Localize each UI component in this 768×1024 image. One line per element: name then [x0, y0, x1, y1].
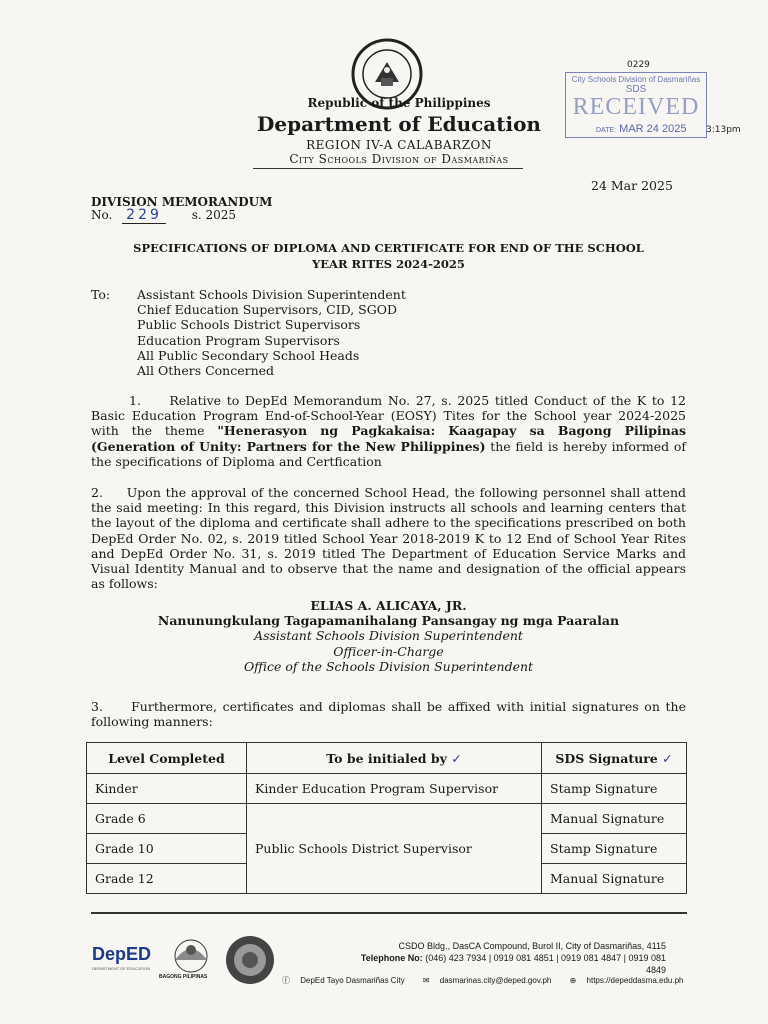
memo-no-label: No. — [91, 208, 113, 222]
signature-table — [86, 742, 687, 894]
table-row — [87, 804, 687, 834]
signature-cell: Stamp Signature — [542, 774, 687, 804]
deped-logo-subtitle: DEPARTMENT OF EDUCATION — [92, 966, 151, 971]
website-link[interactable] — [570, 976, 692, 985]
paragraph-1 — [91, 393, 686, 469]
signature-cell: Stamp Signature — [542, 834, 687, 864]
to-label: To: — [91, 287, 111, 302]
subject-line-2: YEAR RITES 2024-2025 — [312, 257, 465, 271]
memo-series: s. 2025 — [191, 208, 237, 222]
level-cell: Grade 12 — [87, 864, 247, 894]
p1-text-a: 1. Relative to DepEd Memorandum No. 27, s. 2025 titled Conduct of the K to 12 Basic Education Program End-of-School-Year (EOSY) Tites for the School year 2024-2025 with the theme — [91, 393, 686, 439]
paragraph-3: 3. Furthermore, certificates and diplomas shall be affixed with initial signatures on the following manners: — [91, 699, 686, 730]
signatory-filipino-title: Nanunungkulang Tagapamanihalang Pansangay ng mga Paaralan — [157, 613, 620, 629]
column-header — [542, 743, 687, 774]
facebook-icon: ⓕ — [282, 976, 290, 985]
stamp-date-row — [596, 123, 686, 135]
phone-numbers: (046) 423 7934 | 0919 081 4851 | 0919 081 4847 | 0919 081 4849 — [425, 953, 666, 975]
phone-label: Telephone No: — [360, 953, 423, 963]
initialed-by-cell: Public Schools District Supervisor — [247, 804, 542, 894]
recipient: Public Schools District Supervisors — [137, 317, 361, 333]
stamp-office: City Schools Division of Dasmariñas — [571, 75, 701, 84]
signatory-block — [91, 598, 686, 674]
checkmark-icon: ✓ — [451, 750, 462, 766]
column-header: Level Completed — [87, 743, 247, 774]
signature-cell: Manual Signature — [542, 864, 687, 894]
recipient-list — [137, 287, 406, 378]
stamp-date: MAR 24 2025 — [619, 123, 687, 135]
checkmark-icon: ✓ — [662, 750, 673, 766]
memo-number: 229 — [122, 207, 166, 224]
bagong-pilipinas-label: BAGONG PILIPINAS — [159, 974, 208, 980]
signature-cell: Manual Signature — [542, 804, 687, 834]
division-seal-icon — [225, 935, 275, 985]
website-label: https://depeddasma.edu.ph — [586, 976, 684, 985]
table-row — [87, 774, 687, 804]
paragraph-2: 2. Upon the approval of the concerned School Head, the following personnel shall attend the said meeting: In this regard, this Division instructs all schools and learning centers that the layout of the diploma and certificate shall adhere to the specifications prescribed on both DepEd Order No. 02, s. 2019 titled School Year 2018-2019 K to 12 End of School Year Rites and DepEd Order No. 31, s. 2019 titled The Department of Education Service Marks and Visual Identity Manual and to observe that the name and designation of the official appears as follows: — [91, 485, 686, 592]
footer-divider — [91, 912, 687, 914]
facebook-link[interactable] — [282, 976, 413, 985]
memo-subject — [91, 240, 686, 272]
stamp-date-label: DATE: — [596, 127, 617, 134]
footer-contact — [360, 940, 666, 976]
memo-heading: DIVISION MEMORANDUM — [91, 195, 273, 209]
subject-line-1: SPECIFICATIONS OF DIPLOMA AND CERTIFICATE FOR END OF THE SCHOOL — [133, 241, 644, 255]
signatory-office: Office of the Schools Division Superintendent — [243, 658, 534, 674]
department-heading: Department of Education — [257, 112, 541, 136]
level-cell: Grade 10 — [87, 834, 247, 864]
received-time: 3:13pm — [706, 125, 741, 135]
globe-icon: ⊕ — [569, 976, 577, 985]
division-heading: City Schools Division of Dasmariñas — [289, 152, 509, 166]
stamp-unit: SDS — [625, 84, 647, 95]
memo-date: 24 Mar 2025 — [591, 178, 673, 193]
level-cell: Grade 6 — [87, 804, 247, 834]
region-heading: REGION IV-A CALABARZON — [306, 138, 492, 152]
memo-number-row — [91, 207, 236, 223]
control-number: 0229 — [627, 60, 650, 70]
level-cell: Kinder — [87, 774, 247, 804]
stamp-status: RECEIVED — [572, 94, 700, 120]
footer-links — [282, 975, 699, 986]
column-header — [247, 743, 542, 774]
p1-theme: "Henerasyon ng Pagkakaisa: Kaagapay sa Bagong Pilipinas (Generation of Unity: Partners for the New Philippines) — [91, 423, 686, 454]
received-stamp — [565, 72, 707, 138]
signatory-name: ELIAS A. ALICAYA, JR. — [310, 598, 467, 613]
header-divider — [253, 168, 523, 169]
email-label: dasmarinas.city@deped.gov.ph — [439, 976, 552, 985]
initialed-by-cell: Kinder Education Program Supervisor — [247, 774, 542, 804]
email-link[interactable] — [423, 976, 560, 985]
recipient: All Public Secondary School Heads — [137, 347, 360, 363]
facebook-label: DepEd Tayo Dasmariñas City — [300, 976, 405, 985]
recipient: Education Program Supervisors — [137, 332, 340, 348]
republic-heading: Republic of the Philippines — [307, 96, 491, 110]
footer-phone-row — [360, 952, 666, 976]
signatory-title: Assistant Schools Division Superintendent — [254, 628, 523, 644]
recipient: Assistant Schools Division Superintendent — [137, 287, 406, 302]
signatory-role: Officer-in-Charge — [333, 643, 444, 659]
column-header-label: SDS Signature — [555, 750, 658, 766]
table-header-row — [87, 743, 687, 774]
recipient: Chief Education Supervisors, CID, SGOD — [137, 302, 397, 318]
deped-logo: DepED — [92, 944, 152, 964]
recipient: All Others Concerned — [137, 363, 275, 379]
p1-text-b: the field is hereby informed of the specifications of Diploma and Certfication — [91, 438, 686, 469]
column-header-label: To be initialed by — [326, 750, 447, 766]
footer-address: CSDO Bldg., DasCA Compound, Burol II, City of Dasmariñas, 4115 — [398, 941, 666, 951]
email-icon: ✉ — [422, 976, 430, 985]
